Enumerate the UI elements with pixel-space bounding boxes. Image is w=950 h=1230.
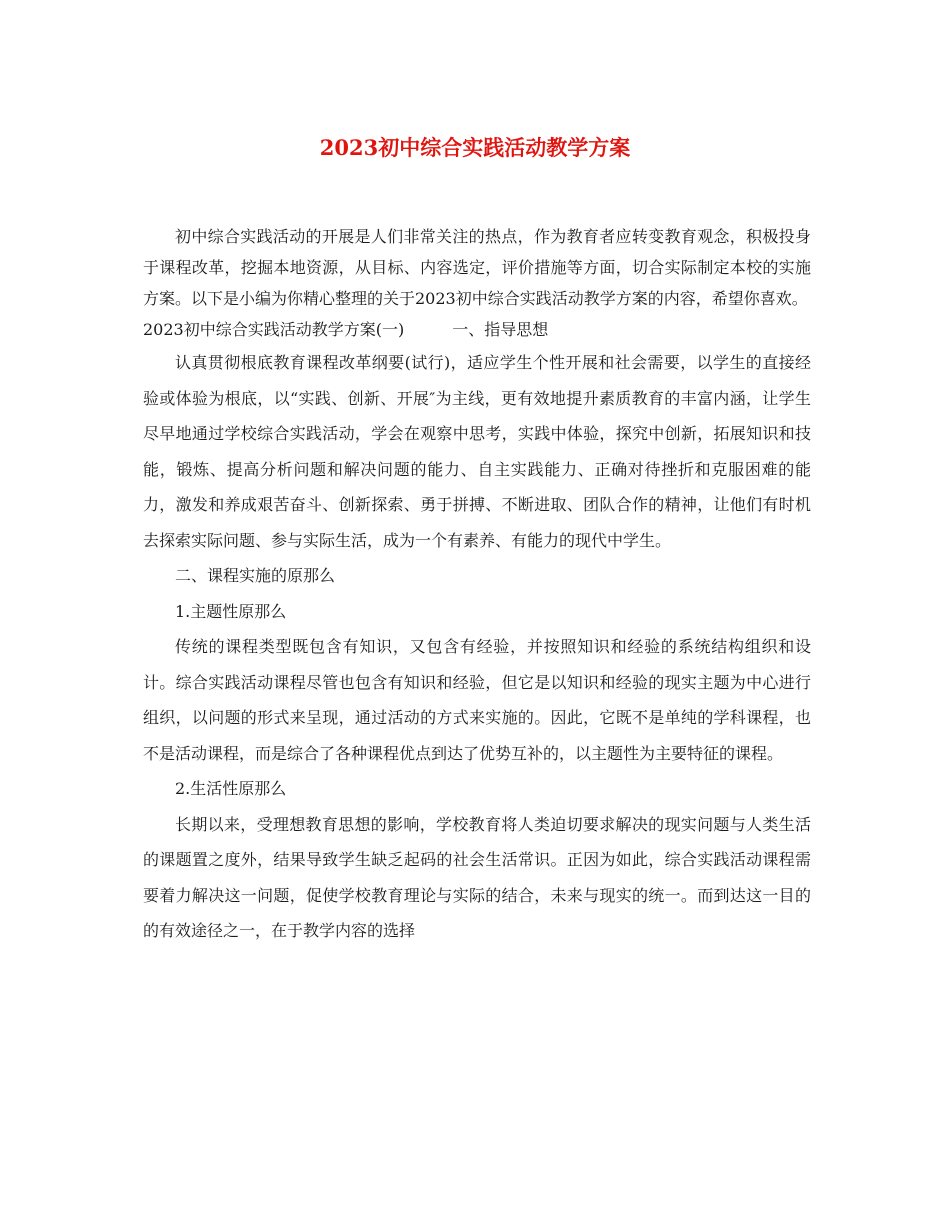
principle2-paragraph: 长期以来，受理想教育思想的影响，学校教育将人类迫切要求解决的现实问题与人类生活的课题置之度外，结果导致学生缺乏起码的社会生活常识。正因为如此，综合实践活动课程需要着力解决这一问题，促使学校教育理论与实际的结合，未来与现实的统一。而到达这一目的的有效途径之一，在于教学内容的选择 [143,814,811,940]
section1-heading: 一、指导思想 [452,320,549,339]
plan-subtitle: 2023初中综合实践活动教学方案(一) [143,320,405,339]
document-title: 2023初中综合实践活动教学方案 [319,135,631,160]
document-body [143,221,811,949]
intro-paragraph: 初中综合实践活动的开展是人们非常关注的热点，作为教育者应转变教育观念，积极投身于课程改革，挖掘本地资源，从目标、内容选定，评价措施等方面，切合实际制定本校的实施方案。以下是小编为你精心整理的关于2023初中综合实践活动教学方案的内容，希望你喜欢。 [143,227,811,308]
guiding-ideology-paragraph: 认真贯彻根底教育课程改革纲要(试行)，适应学生个性开展和社会需要，以学生的直接经验或体验为根底，以“实践、创新、开展″为主线，更有效地提升素质教育的丰富内涵，让学生尽早地通过学校综合实践活动，学会在观察中思考，实践中体验，探究中创新，拓展知识和技能，锻炼、提高分析问题和解决问题的能力、自主实践能力、正确对待挫折和克服困难的能力，激发和养成艰苦奋斗、创新探索、勇于拼搏、不断进取、团队合作的精神，让他们有时机去探索实际问题、参与实际生活，成为一个有素养、有能力的现代中学生。 [143,353,811,550]
principle1-heading: 1.主题性原那么 [175,601,287,621]
section2-heading: 二、课程实施的原那么 [175,566,336,585]
plan-subtitle-line [143,314,811,345]
principle1-paragraph: 传统的课程类型既包含有知识，又包含有经验，并按照知识和经验的系统结构组织和设计。综合实践活动课程尽管也包含有知识和经验，但它是以知识和经验的现实主题为中心进行组织，以问题的形式来呈现，通过活动的方式来实施的。因此，它既不是单纯的学科课程，也不是活动课程，而是综合了各种课程优点到达了优势互补的，以主题性为主要特征的课程。 [143,637,811,763]
principle2-heading: 2.生活性原那么 [175,779,287,798]
